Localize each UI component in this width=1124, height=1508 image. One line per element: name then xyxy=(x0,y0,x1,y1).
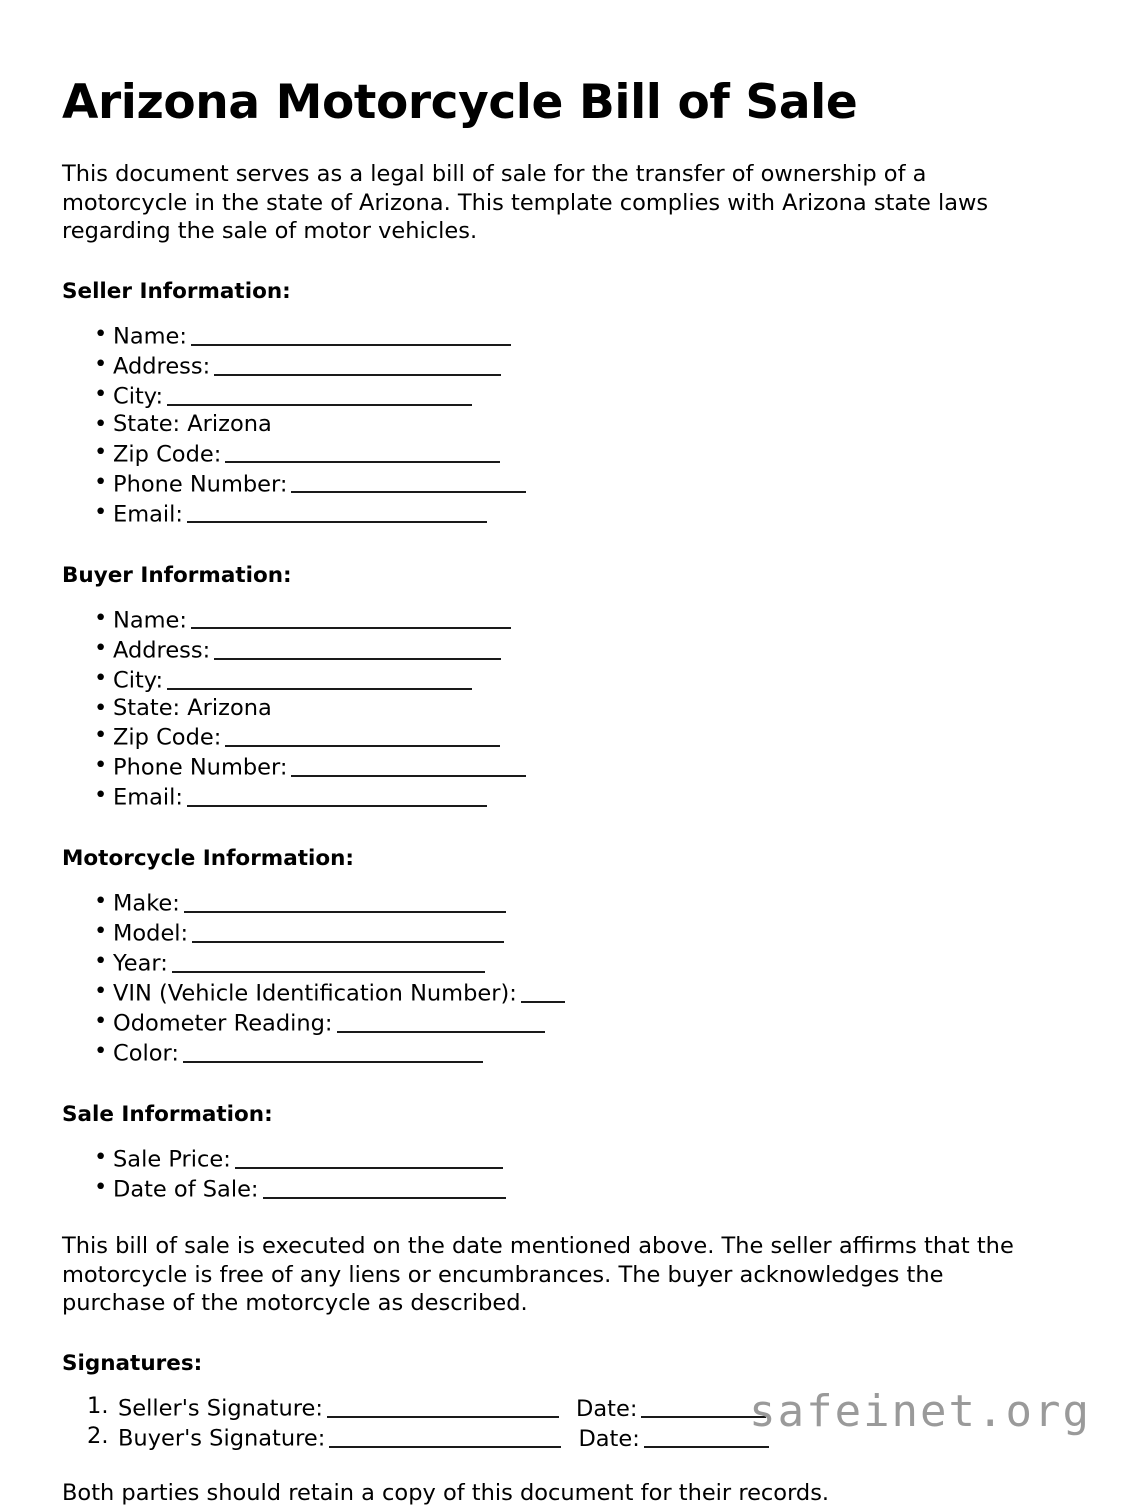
signature-blank-line[interactable] xyxy=(329,1425,561,1448)
document-content xyxy=(62,0,1042,1508)
form-field-row xyxy=(62,1008,1042,1038)
form-field-row xyxy=(62,665,1042,695)
field-blank-line[interactable] xyxy=(225,724,500,747)
field-label: State: xyxy=(113,694,181,721)
field-blank-line[interactable] xyxy=(263,1176,506,1199)
field-blank-line[interactable] xyxy=(214,353,501,376)
field-blank-line[interactable] xyxy=(191,323,511,346)
form-field-row xyxy=(62,381,1042,411)
signature-body xyxy=(87,1393,766,1423)
field-label: Email: xyxy=(113,501,184,528)
field-blank-line[interactable] xyxy=(184,890,506,913)
form-field-row xyxy=(62,888,1042,918)
field-label: Zip Code: xyxy=(113,441,222,468)
section-heading-motorcycle: Motorcycle Information: xyxy=(62,846,355,872)
watermark: safeinet.org xyxy=(749,1386,1091,1437)
field-blank-line[interactable] xyxy=(291,754,526,777)
form-field-row xyxy=(62,948,1042,978)
signature-blank-line[interactable] xyxy=(327,1395,559,1418)
sale-field-list xyxy=(62,1127,1042,1204)
seller-field-list xyxy=(62,304,1042,528)
signature-number: 2. xyxy=(87,1423,109,1450)
form-field-row xyxy=(62,411,1042,438)
field-blank-line[interactable] xyxy=(521,980,565,1003)
form-field-row xyxy=(62,499,1042,529)
form-field-row xyxy=(62,1144,1042,1174)
section-heading-buyer: Buyer Information: xyxy=(62,562,292,588)
field-label: Odometer Reading: xyxy=(113,1010,333,1037)
field-label: Model: xyxy=(113,920,189,947)
field-label: Phone Number: xyxy=(113,471,288,498)
signature-label: Seller's Signature: xyxy=(118,1396,323,1423)
field-label: Sale Price: xyxy=(113,1147,231,1173)
field-label: Email: xyxy=(113,784,184,811)
form-field-row xyxy=(62,469,1042,499)
form-field-row xyxy=(62,752,1042,782)
signature-number: 1. xyxy=(87,1393,109,1420)
field-value: Arizona xyxy=(180,694,272,721)
field-label: Name: xyxy=(113,607,187,634)
field-blank-line[interactable] xyxy=(167,383,472,406)
buyer-field-list xyxy=(62,588,1042,812)
field-blank-line[interactable] xyxy=(172,950,485,973)
field-label: Zip Code: xyxy=(113,724,222,751)
field-blank-line[interactable] xyxy=(187,501,487,524)
form-field-row xyxy=(62,722,1042,752)
section-heading-sale: Sale Information: xyxy=(62,1102,273,1128)
field-blank-line[interactable] xyxy=(191,607,511,630)
page-title: Arizona Motorcycle Bill of Sale xyxy=(62,75,858,130)
field-blank-line[interactable] xyxy=(291,471,526,494)
section-heading-signatures: Signatures: xyxy=(62,1351,203,1377)
field-blank-line[interactable] xyxy=(187,784,487,807)
final-note: Both parties should retain a copy of this document for their records. xyxy=(62,1480,830,1507)
form-field-row xyxy=(62,918,1042,948)
field-label: Address: xyxy=(113,354,211,381)
date-label: Date: xyxy=(571,1426,640,1453)
field-value: Arizona xyxy=(180,411,272,438)
form-field-row xyxy=(62,351,1042,381)
field-label: Phone Number: xyxy=(113,754,288,781)
form-field-row xyxy=(62,321,1042,351)
field-label: Address: xyxy=(113,637,211,664)
field-blank-line[interactable] xyxy=(192,920,504,943)
field-label: Color: xyxy=(113,1040,179,1067)
field-blank-line[interactable] xyxy=(214,637,501,660)
field-label: Make: xyxy=(113,890,180,917)
field-blank-line[interactable] xyxy=(235,1146,503,1169)
field-label: City: xyxy=(113,667,164,694)
signature-label: Buyer's Signature: xyxy=(118,1426,326,1453)
field-blank-line[interactable] xyxy=(337,1010,545,1033)
section-heading-seller: Seller Information: xyxy=(62,279,291,305)
form-field-row xyxy=(62,695,1042,722)
field-label: Date of Sale: xyxy=(113,1177,259,1204)
field-label: Name: xyxy=(113,324,187,351)
form-field-row xyxy=(62,605,1042,635)
field-blank-line[interactable] xyxy=(225,441,500,464)
intro-paragraph: This document serves as a legal bill of sale for the transfer of ownership of a motorcycle in the state of Arizona. This template complies with Arizona state laws regarding the sale of motor vehicles. xyxy=(62,161,989,245)
form-field-row xyxy=(62,635,1042,665)
closing-paragraph: This bill of sale is executed on the date mentioned above. The seller affirms that the motorcycle is free of any liens or encumbrances. The buyer acknowledges the purchase of the motorcycle as described. xyxy=(62,1233,1014,1317)
motorcycle-field-list xyxy=(62,871,1042,1068)
form-field-row xyxy=(62,1038,1042,1068)
signature-body xyxy=(87,1423,769,1453)
form-field-row xyxy=(62,1174,1042,1204)
form-field-row xyxy=(62,978,1042,1008)
field-blank-line[interactable] xyxy=(183,1040,483,1063)
date-blank-line[interactable] xyxy=(641,1395,766,1418)
form-field-row xyxy=(62,782,1042,812)
field-label: Year: xyxy=(113,950,168,977)
field-label: State: xyxy=(113,411,181,438)
form-field-row xyxy=(62,439,1042,469)
field-blank-line[interactable] xyxy=(167,667,472,690)
field-label: VIN (Vehicle Identification Number): xyxy=(113,980,517,1007)
field-label: City: xyxy=(113,384,164,411)
date-label: Date: xyxy=(568,1396,638,1423)
